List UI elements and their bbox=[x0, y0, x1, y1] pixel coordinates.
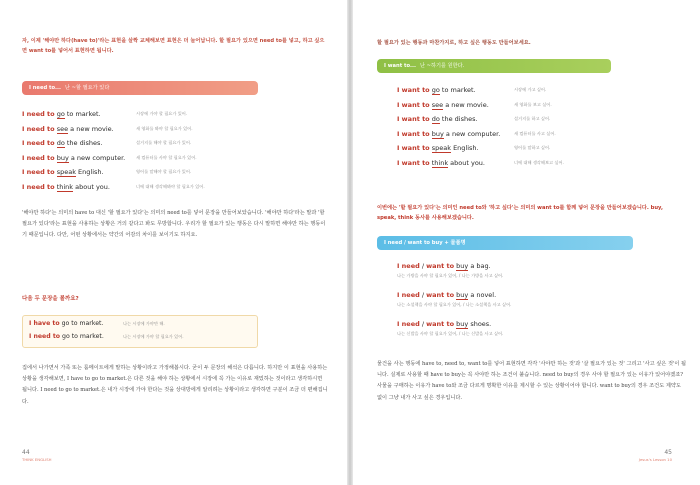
buy-need: I need bbox=[397, 291, 420, 299]
buy-english: I need / want to buy shoes. bbox=[397, 320, 492, 328]
example-verb: speak bbox=[431, 144, 451, 152]
buy-rest: shoes. bbox=[468, 320, 492, 328]
compare-row bbox=[29, 320, 251, 333]
explanation-paragraph-2: 집에서 나가면서 가족 또는 룸메이트에게 말하는 상황이라고 가정해봅시다. 굳이 두 문장의 해석은 다릅니다. 하지만 이 표현을 사용하는 상황을 생각해보면, I have to go to market.은 다른 것을 해야 하는 상황에서 시장에 꼭 가는 이유로 재밌하는 것이라고 생각하시면 됩니다. I need to go to market.은 내가 시장에 가야 한다는 것을 상대방에게 알리려는 상황이라고 생각하면 구분이 조금 더 편해집니다. bbox=[22, 365, 328, 405]
buy-verb: buy bbox=[456, 291, 469, 299]
buy-example-list bbox=[397, 262, 511, 349]
example-verb: think bbox=[431, 158, 449, 167]
buy-need: I need bbox=[397, 320, 420, 328]
example-english bbox=[397, 144, 479, 152]
example-rest: to market. bbox=[64, 110, 101, 118]
page-footer bbox=[22, 449, 52, 463]
example-english bbox=[22, 183, 110, 191]
buy-need: I need bbox=[397, 262, 420, 270]
example-lead: I need to bbox=[22, 124, 55, 133]
buy-korean: 나는 소설책을 사야 할 필요가 있어, / 나는 소설책을 사고 싶어. bbox=[397, 302, 512, 307]
example-korean: 너에 대해 생각해봐야 할 필요가 있어. bbox=[136, 183, 205, 189]
example-lead: I want to bbox=[397, 144, 430, 152]
example-verb: go bbox=[56, 110, 65, 118]
intro-text: 자, 이제 '해야만 하다(have to)'라는 표현을 살짝 교체해보면 표현은 더 늘어납니다. 할 필요가 있으면 need to를 넣고, 하고 싶으면 want to를 넣어서 표현하면 됩니다. bbox=[22, 38, 325, 54]
explanation-paragraph-3: 물건을 사는 행동에 have to, need to, want to를 넣어 표현하면 각각 '사야만 하는 것'과 '살 필요가 있는 것' 그리고 '사고 싶은 것'이 됩니다. 실제로 사용할 때 have to buy는 꼭 사야만 하는 조건이 붙습니다. need to buy의 경우 사야 할 필요가 있는 이유가 있어야겠죠? 사물을 구매하는 이유가 have to와 조금 다르게 명확한 이유를 제시할 수 있는 상황이어야 합니다. want to buy의 경우 조건도 제약도 없이 그냥 내가 사고 싶은 경우입니다. bbox=[377, 361, 687, 401]
example-verb: buy bbox=[56, 153, 69, 162]
example-verb: think bbox=[56, 182, 74, 191]
example-lead: I need to bbox=[22, 182, 55, 191]
buy-rest: a bag. bbox=[468, 262, 491, 270]
compare-korean: 나는 시장에 가야만 해. bbox=[123, 321, 165, 326]
compare-row bbox=[29, 333, 251, 346]
buy-rest: a novel. bbox=[468, 291, 497, 299]
example-lead: I want to bbox=[397, 129, 430, 138]
example-korean: 영어를 말해야 할 필요가 있어. bbox=[136, 169, 192, 174]
example-korean: 설거지를 하고 싶어. bbox=[514, 116, 551, 121]
example-lead: I want to bbox=[397, 115, 430, 123]
example-rest: a new movie. bbox=[68, 124, 114, 133]
banner-subtitle: 난 ~할 필요가 있다 bbox=[64, 85, 110, 91]
need-want-buy-banner bbox=[377, 236, 633, 250]
banner-title: I need to... bbox=[29, 85, 61, 91]
example-verb: see bbox=[56, 124, 69, 133]
explanation-paragraph: '해야만 하다'는 의미의 have to 대신 '할 필요가 있다'는 의미의 need to를 넣어 문장을 만들어보았습니다. '해야만 하다'라는 말과 '할 필요가 있다'라는 표현을 사용하는 상황은 거의 같다고 봐도 무방합니다. 우리가 할 필요가 있는 행동은 다시 말하면 해야만 하는 행동이기 때문입니다. 다만, 어떤 상황에서는 약간의 어감의 차이를 보이기도 하지요. bbox=[22, 210, 326, 239]
buy-english: I need / want to buy a bag. bbox=[397, 262, 491, 270]
example-english bbox=[22, 125, 114, 133]
buy-english: I need / want to buy a novel. bbox=[397, 291, 497, 299]
example-english bbox=[397, 86, 476, 94]
example-korean: 설거지를 해야 할 필요가 있어. bbox=[136, 140, 192, 145]
example-lead: I need to bbox=[22, 168, 55, 176]
intro-text: 할 필요가 있는 행동과 마찬가지로, 하고 싶은 행동도 만들어보세요. bbox=[377, 40, 531, 46]
example-rest: the dishes. bbox=[439, 115, 478, 123]
buy-korean: 나는 신발을 사야 할 필요가 있어, / 나는 신발을 사고 싶어. bbox=[397, 331, 504, 336]
compare-rest: go to market. bbox=[60, 332, 104, 340]
example-lead: I want to bbox=[397, 86, 430, 94]
example-korean: 너에 대해 생각해보고 싶어. bbox=[514, 159, 564, 165]
series-name: THINK ENGLISH bbox=[22, 457, 52, 462]
compare-korean: 나는 시장에 가야 할 필요가 있어. bbox=[123, 333, 184, 339]
example-english bbox=[22, 154, 125, 162]
example-lead: I need to bbox=[22, 139, 55, 147]
buy-example bbox=[397, 262, 511, 291]
example-rest: a new movie. bbox=[443, 100, 489, 109]
example-verb: see bbox=[431, 100, 444, 109]
example-english bbox=[22, 139, 103, 147]
example-lead: I want to bbox=[397, 158, 430, 167]
buy-want: want to bbox=[426, 262, 455, 270]
left-page bbox=[0, 0, 347, 485]
compare-lead: I need to bbox=[29, 332, 61, 340]
example-rest: English. bbox=[75, 168, 104, 176]
banner-title: I want to... bbox=[384, 63, 416, 69]
buy-example bbox=[397, 291, 511, 320]
need-to-banner bbox=[22, 81, 258, 95]
example-korean: 새 영화를 봐야 할 필요가 있어. bbox=[136, 125, 193, 131]
example-rest: a new computer. bbox=[68, 153, 126, 162]
example-verb: do bbox=[431, 115, 440, 123]
example-lead: I want to bbox=[397, 100, 430, 109]
buy-want: want to bbox=[426, 291, 455, 299]
example-korean: 새 영화를 보고 싶어. bbox=[514, 101, 552, 107]
example-verb: go bbox=[431, 86, 440, 94]
buy-verb: buy bbox=[456, 320, 469, 328]
compare-english bbox=[29, 333, 104, 340]
compare-english bbox=[29, 320, 103, 327]
example-english bbox=[397, 130, 500, 138]
example-korean: 시장에 가고 싶어. bbox=[514, 87, 547, 92]
page-number: 44 bbox=[22, 449, 30, 456]
example-rest: the dishes. bbox=[64, 139, 103, 147]
example-lead: I need to bbox=[22, 110, 55, 118]
banner-subtitle: 난 ~하기를 원한다. bbox=[419, 63, 465, 69]
example-rest: about you. bbox=[448, 158, 485, 167]
buy-example bbox=[397, 320, 511, 349]
want-to-banner bbox=[377, 59, 611, 73]
page-number: 45 bbox=[664, 449, 672, 456]
example-korean: 영어를 말하고 싶어. bbox=[514, 145, 551, 150]
buy-want: want to bbox=[426, 320, 455, 328]
section-subhead: 다음 두 문장을 볼까요? bbox=[22, 296, 79, 302]
example-english bbox=[397, 101, 489, 109]
intro-text-2: 이번에는 '할 필요가 있다'는 의미인 need to와 '하고 싶다'는 의미의 want to를 함께 넣어 문장을 만들어보겠습니다. buy, speak, think 동사를 사용해보겠습니다. bbox=[377, 205, 664, 221]
example-korean: 시장에 가야 할 필요가 있어. bbox=[136, 111, 188, 116]
compare-lead: I have to bbox=[29, 320, 60, 327]
page-footer bbox=[639, 449, 672, 463]
example-rest: a new computer. bbox=[443, 129, 501, 138]
right-page bbox=[353, 0, 700, 485]
compare-box bbox=[22, 315, 258, 348]
example-lead: I need to bbox=[22, 153, 55, 162]
buy-korean: 나는 가방을 사야 할 필요가 있어, / 나는 가방을 사고 싶어. bbox=[397, 273, 504, 278]
example-korean: 새 컴퓨터를 사고 싶어. bbox=[514, 130, 556, 136]
example-verb: do bbox=[56, 139, 65, 147]
compare-rest: go to market. bbox=[59, 320, 104, 327]
buy-verb: buy bbox=[456, 262, 469, 270]
example-verb: speak bbox=[56, 168, 76, 176]
example-rest: to market. bbox=[439, 86, 476, 94]
example-verb: buy bbox=[431, 129, 444, 138]
example-rest: about you. bbox=[73, 182, 110, 191]
example-korean: 새 컴퓨터를 사야 할 필요가 있어. bbox=[136, 154, 197, 160]
example-english bbox=[22, 110, 101, 118]
series-name: Jesus's Lesson 10 bbox=[638, 457, 672, 462]
example-english bbox=[397, 115, 478, 123]
example-english bbox=[397, 159, 485, 167]
example-english bbox=[22, 168, 104, 176]
banner-title: I need / want to buy + 물품명 bbox=[384, 240, 466, 246]
example-rest: English. bbox=[451, 144, 479, 152]
